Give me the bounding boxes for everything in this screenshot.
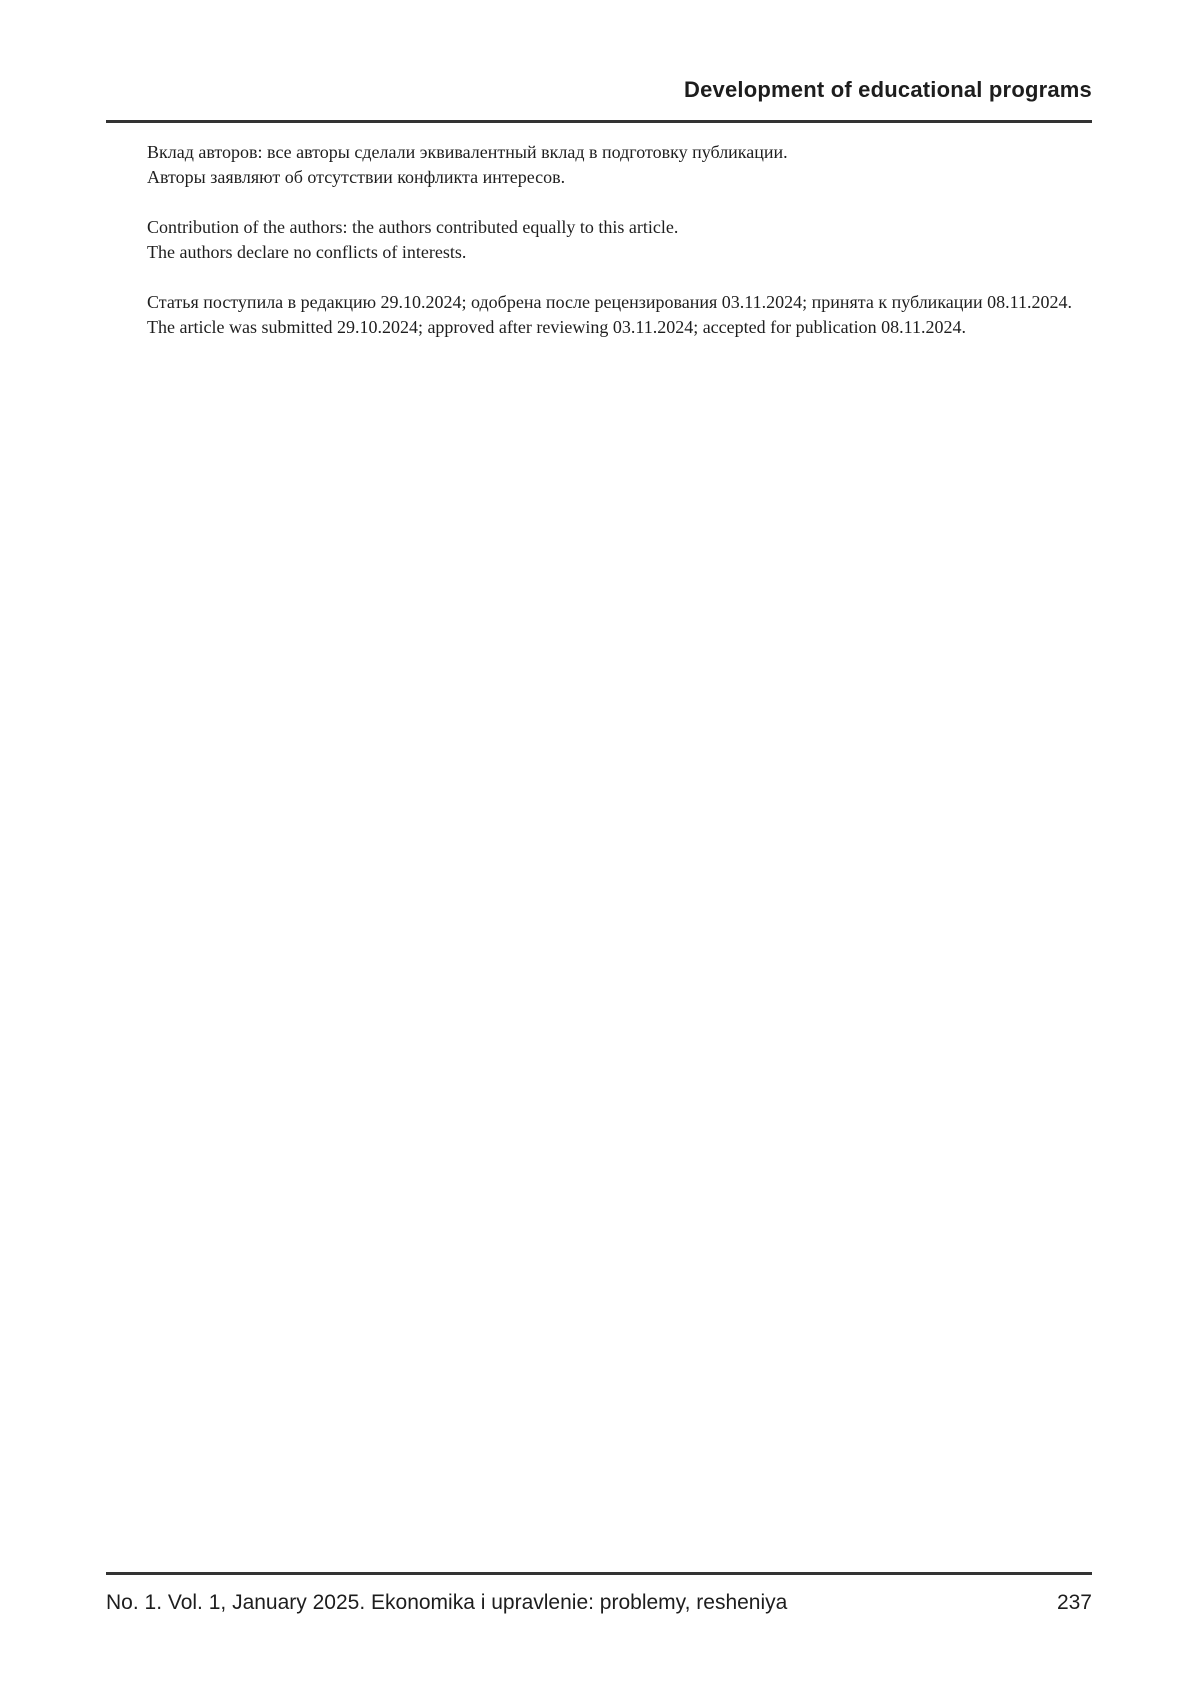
contribution-note-ru xyxy=(147,140,1092,190)
contribution-line-en: Contribution of the authors: the authors contributed equally to this article. xyxy=(147,217,679,237)
header-rule xyxy=(106,120,1092,123)
contribution-line-ru: Вклад авторов: все авторы сделали эквивалентный вклад в подготовку публикации. xyxy=(147,142,788,162)
footer-rule xyxy=(106,1572,1092,1575)
footer-journal-info: No. 1. Vol. 1, January 2025. Ekonomika i upravlenie: problemy, resheniya xyxy=(106,1591,788,1614)
article-history-note xyxy=(147,290,1092,340)
conflicts-line-en: The authors declare no conflicts of interests. xyxy=(147,242,467,262)
page-footer xyxy=(106,1588,1092,1618)
footer-page-number: 237 xyxy=(1056,1591,1092,1614)
conflicts-line-ru: Авторы заявляют об отсутствии конфликта интересов. xyxy=(147,167,566,187)
running-head-title: Development of educational programs xyxy=(684,77,1092,102)
article-back-matter xyxy=(147,140,1092,340)
contribution-note-en xyxy=(147,215,1092,265)
history-line-en: The article was submitted 29.10.2024; approved after reviewing 03.11.2024; accepted for publication 08.11.2024. xyxy=(147,317,966,337)
history-line-ru: Статья поступила в редакцию 29.10.2024; одобрена после рецензирования 03.11.2024; принята к публикации 08.11.2024. xyxy=(147,292,1073,312)
